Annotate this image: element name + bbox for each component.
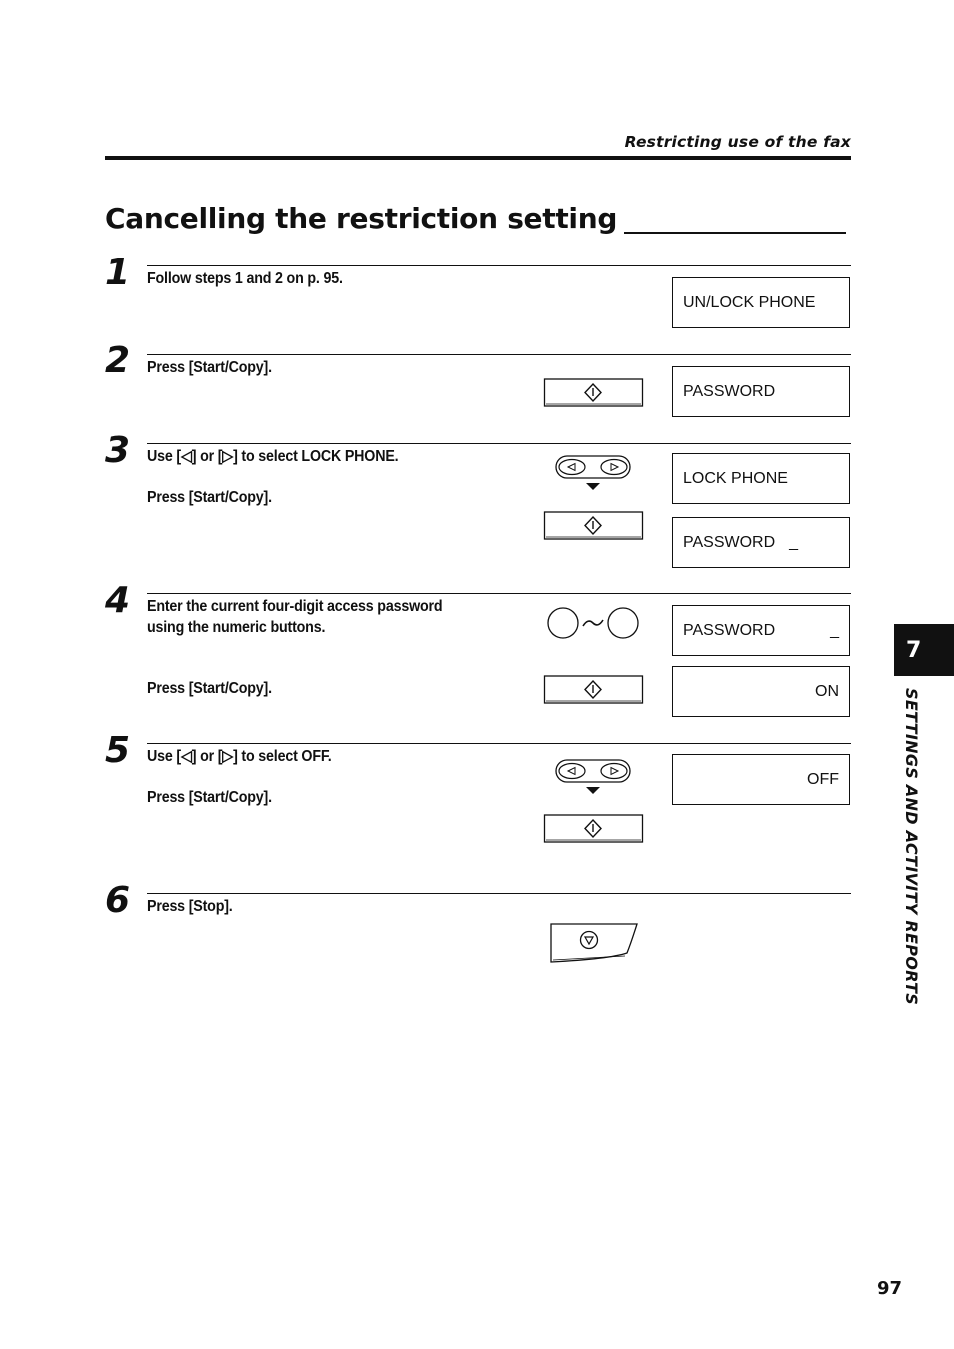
step-4-rule (147, 593, 851, 594)
step-2-instruction: Press [Start/Copy]. (147, 359, 272, 376)
lcd-display-5: OFF (672, 754, 850, 805)
stop-button-icon (549, 921, 641, 965)
chapter-side-label: SETTINGS AND ACTIVITY REPORTS (902, 688, 921, 1006)
lcd-display-4a: PASSWORD _ (672, 605, 850, 656)
step-6-rule (147, 893, 851, 894)
section-title: Cancelling the restriction setting (105, 202, 618, 235)
lcd-display-3a: LOCK PHONE (672, 453, 850, 504)
step-5-rule (147, 743, 851, 744)
lcd-display-3b: PASSWORD _ (672, 517, 850, 568)
step-3-rule (147, 443, 851, 444)
step-4-instruction: Enter the current four-digit access password (147, 598, 443, 615)
step-5-instruction-2: Press [Start/Copy]. (147, 789, 272, 806)
step-2-number: 2 (105, 340, 131, 381)
left-right-arrow-buttons-icon (554, 758, 634, 798)
start-copy-button-icon (543, 813, 645, 845)
step-1-rule (147, 265, 851, 266)
start-copy-button-icon (543, 377, 645, 409)
step-3-instruction-2: Press [Start/Copy]. (147, 489, 272, 506)
step-6-instruction: Press [Stop]. (147, 898, 233, 915)
step-4-instruction-3: Press [Start/Copy]. (147, 680, 272, 697)
step-4-instruction-2: using the numeric buttons. (147, 619, 326, 636)
numeric-buttons-icon (545, 606, 643, 642)
lcd-display-4b: ON (672, 666, 850, 717)
page-number: 97 (876, 1278, 902, 1299)
step-1-instruction: Follow steps 1 and 2 on p. 95. (147, 270, 343, 287)
step-3-instruction: Use [◁] or [▷] to select LOCK PHONE. (147, 448, 399, 465)
left-right-arrow-buttons-icon (554, 454, 634, 494)
lcd-display-1: UN/LOCK PHONE (672, 277, 850, 328)
step-3-number: 3 (105, 430, 131, 471)
step-2-rule (147, 354, 851, 355)
start-copy-button-icon (543, 674, 645, 706)
start-copy-button-icon (543, 510, 645, 542)
step-6-number: 6 (105, 880, 131, 921)
header-rule (105, 156, 851, 160)
chapter-tab: 7 (894, 624, 954, 676)
step-5-number: 5 (105, 730, 131, 771)
step-4-number: 4 (105, 580, 131, 621)
title-rule (624, 232, 846, 234)
step-1-number: 1 (105, 252, 131, 293)
step-5-instruction: Use [◁] or [▷] to select OFF. (147, 748, 332, 765)
running-head: Restricting use of the fax (624, 133, 851, 151)
lcd-display-2: PASSWORD (672, 366, 850, 417)
